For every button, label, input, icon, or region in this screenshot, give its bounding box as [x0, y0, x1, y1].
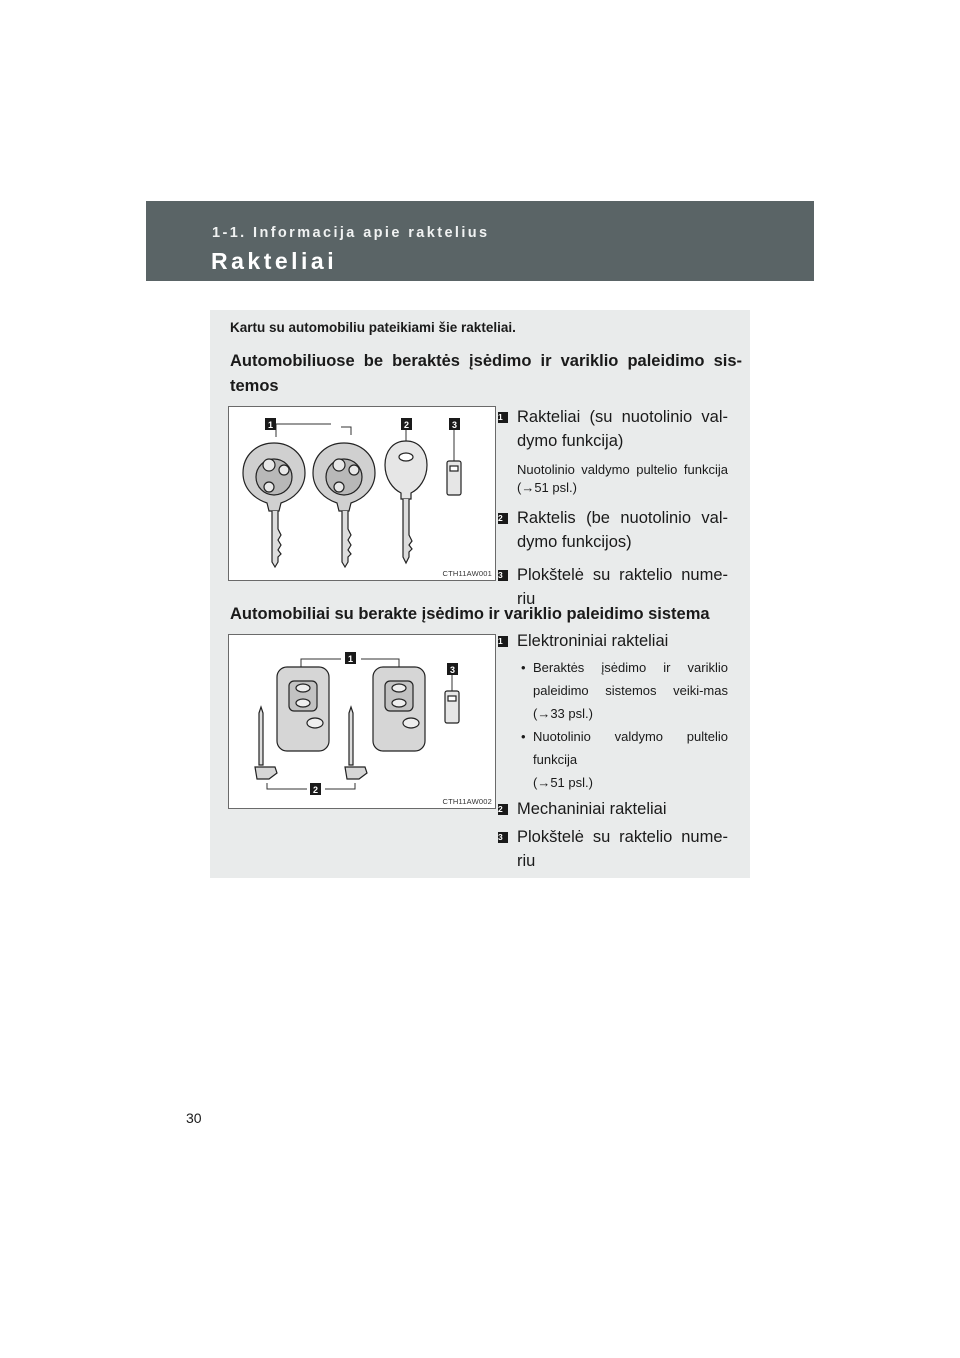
callout-label-1: 1 [347, 654, 354, 664]
bullet-list [496, 656, 728, 794]
key-number-plate-icon [445, 691, 459, 723]
smart-key-icon [373, 667, 425, 751]
list-item [496, 797, 728, 821]
page-number: 30 [186, 1110, 202, 1126]
smart-keys-list [496, 629, 728, 873]
callout-label-2: 2 [312, 785, 319, 795]
chapter-header [146, 201, 814, 281]
list-item [496, 629, 728, 653]
item-number: 2 [498, 804, 508, 815]
item-text: Rakteliai (su nuotolinio val-dymo funkcija) [517, 408, 728, 450]
figure-conventional-keys [228, 406, 496, 581]
key-number-plate-icon [447, 461, 461, 495]
smart-key-icon [277, 667, 329, 751]
item-text: Plokštelė su raktelio nume-riu [517, 566, 728, 608]
item-number: 3 [498, 570, 508, 581]
callout-label-3: 3 [449, 665, 456, 675]
callout-label-2: 2 [403, 420, 410, 430]
keys-illustration [229, 407, 495, 580]
subheading-conventional-keys: Automobiliuose be beraktės įsėdimo ir variklio paleidimo sis-temos [230, 352, 742, 395]
smart-keys-illustration [229, 635, 495, 808]
list-item [496, 825, 728, 873]
mechanical-key-icon [345, 707, 367, 779]
figure-smart-keys [228, 634, 496, 809]
item-text: Elektroniniai rakteliai [517, 632, 669, 650]
list-item [496, 405, 728, 453]
callout-label-3: 3 [451, 420, 458, 430]
item-number: 2 [498, 513, 508, 524]
figure-code: CTH11AW002 [442, 797, 492, 806]
remote-key-icon [243, 443, 305, 567]
item-number: 1 [498, 412, 508, 423]
item-note: Nuotolinio valdymo pultelio funkcija (→51 psl.) [517, 462, 728, 495]
mechanical-key-icon [255, 707, 277, 779]
content-panel [210, 310, 750, 878]
page-title: Rakteliai [211, 248, 338, 274]
item-text: Plokštelė su raktelio nume-riu [517, 828, 728, 870]
conventional-keys-list [496, 405, 728, 611]
bullet-item: • Nuotolinio valdymo pultelio funkcija [521, 725, 728, 771]
list-item [496, 506, 728, 554]
subheading-smart-keys: Automobiliai su berakte įsėdimo ir variklio paleidimo sistema [230, 605, 710, 623]
section-title: 1-1. Informacija apie raktelius [212, 225, 490, 241]
remote-key-icon [313, 443, 375, 567]
callout-label-1: 1 [267, 420, 274, 430]
bullet-item: • Beraktės įsėdimo ir variklio paleidimo sistemos veiki-mas (→33 psl.) [521, 656, 728, 725]
figure-code: CTH11AW001 [442, 569, 492, 578]
item-number: 3 [498, 832, 508, 843]
item-text: Mechaniniai rakteliai [517, 800, 667, 818]
item-number: 1 [498, 636, 508, 647]
bullet-continuation: (→51 psl.) [533, 775, 593, 790]
intro-text: Kartu su automobiliu pateikiami šie rakteliai. [230, 320, 516, 335]
item-text: Raktelis (be nuotolinio val-dymo funkcijos) [517, 509, 728, 551]
master-key-icon [385, 441, 427, 563]
